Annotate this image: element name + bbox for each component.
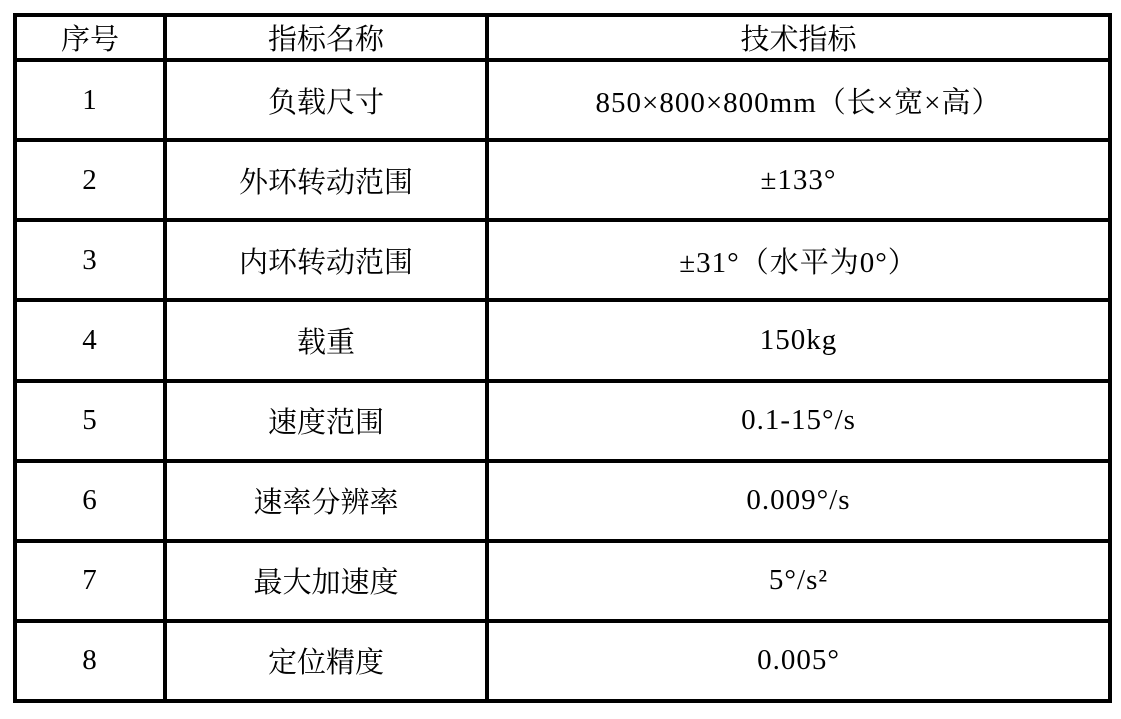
column-header-index: 序号 xyxy=(15,15,165,60)
row-value: 0.1-15°/s xyxy=(487,381,1110,461)
table-row xyxy=(15,220,1110,300)
row-index: 6 xyxy=(15,461,165,541)
row-value: ±133° xyxy=(487,140,1110,220)
row-index: 1 xyxy=(15,60,165,140)
table-row xyxy=(15,461,1110,541)
row-index: 3 xyxy=(15,220,165,300)
row-name: 速率分辨率 xyxy=(165,461,487,541)
row-name: 最大加速度 xyxy=(165,541,487,621)
row-index: 7 xyxy=(15,541,165,621)
row-name: 速度范围 xyxy=(165,381,487,461)
row-value: 0.009°/s xyxy=(487,461,1110,541)
row-index: 5 xyxy=(15,381,165,461)
row-name: 载重 xyxy=(165,300,487,380)
row-name: 外环转动范围 xyxy=(165,140,487,220)
row-index: 8 xyxy=(15,621,165,701)
column-header-name: 指标名称 xyxy=(165,15,487,60)
row-value: 850×800×800mm（长×宽×高） xyxy=(487,60,1110,140)
row-index: 2 xyxy=(15,140,165,220)
table-row xyxy=(15,300,1110,380)
table-row xyxy=(15,381,1110,461)
row-name: 内环转动范围 xyxy=(165,220,487,300)
column-header-value: 技术指标 xyxy=(487,15,1110,60)
row-name: 负载尺寸 xyxy=(165,60,487,140)
row-value: ±31°（水平为0°） xyxy=(487,220,1110,300)
table-row xyxy=(15,621,1110,701)
table-row xyxy=(15,140,1110,220)
row-value: 0.005° xyxy=(487,621,1110,701)
row-index: 4 xyxy=(15,300,165,380)
table-row xyxy=(15,60,1110,140)
row-value: 5°/s² xyxy=(487,541,1110,621)
header-row xyxy=(15,15,1110,60)
table-row xyxy=(15,541,1110,621)
row-name: 定位精度 xyxy=(165,621,487,701)
technical-spec-table xyxy=(13,13,1112,703)
row-value: 150kg xyxy=(487,300,1110,380)
